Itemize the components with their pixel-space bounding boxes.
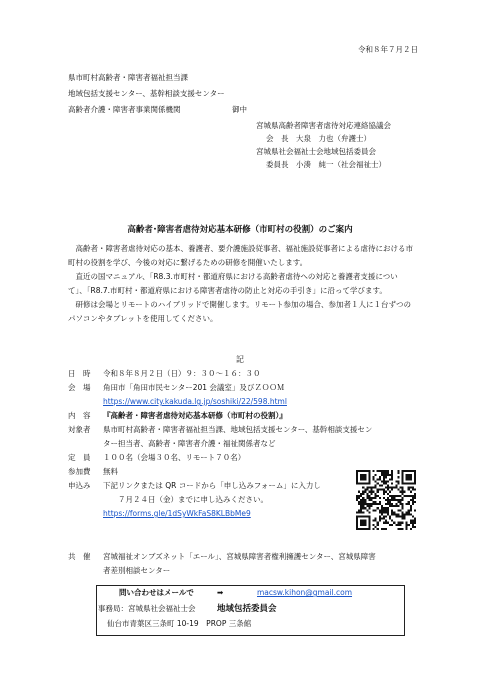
cohost-value-line-1: 宮城福祉オンブズネット「エール」、宮城県障害者権利擁護センター、宮城県障害: [103, 552, 376, 561]
sender-org-1: 宮城県高齢者障害者虐待対応連絡協議会: [256, 121, 391, 130]
apply-label: 申込み: [68, 481, 91, 490]
qr-code[interactable]: [356, 470, 416, 530]
recipient-suffix: 御中: [232, 105, 247, 114]
contact-email-link[interactable]: macsw.kihon@gmail.com: [257, 588, 353, 597]
fee-value: 無料: [103, 467, 118, 476]
content-value: 『高齢者・障害者虐待対応基本研修（市町村の役割）』: [103, 411, 287, 420]
capacity-value: １００名（会場３０名、リモート７０名）: [103, 453, 246, 462]
apply-value-line-2: ７月２４日（金）までに申し込みください。: [118, 495, 268, 504]
office-committee: 地域包括委員会: [217, 604, 277, 614]
recipient-line-3: 高齢者介護・障害者事業関係機関: [68, 105, 181, 114]
venue-link[interactable]: https://www.city.kakuda.lg.jp/soshiki/22/598.html: [103, 397, 287, 406]
apply-form-link[interactable]: https://forms.gle/1dSyWkFaS8KLBbMe9: [103, 509, 251, 518]
recipient-line-2: 地域包括支援センター、基幹相談支援センター: [68, 89, 225, 98]
datetime-value: 令和８年８月２日（日）９：３０～１６：３０: [103, 369, 261, 378]
intro-paragraph-1: 高齢者・障害者虐待対応の基本、養護者、要介護施設従事者、福祉施設従事者による虐待における市町村の役割を学び、今後の対応に繋げるための研修を開催いたします。: [68, 244, 413, 267]
arrow-icon: ➡: [217, 588, 224, 597]
recipient-line-1: 県市町村高齢者・障害者福祉担当課: [68, 73, 188, 82]
apply-value-line-1: 下記リンクまたは QR コードから「申し込みフォーム」に入力し: [103, 481, 321, 490]
venue-value: 角田市「角田市民センター201 会議室」及びＺＯＯＭ: [103, 383, 285, 392]
office-address: 仙台市青葉区三条町 10-19 PROP 三条館: [107, 619, 252, 628]
target-label: 対象者: [68, 425, 91, 434]
contact-box: [96, 585, 405, 636]
intro-paragraph-3: 研修は会場とリモートのハイブリッドで開催します。リモート参加の場合、参加者１人に１台ずつのパソコンやタブレットを使用してください。: [68, 300, 411, 323]
ki-heading: 記: [236, 355, 244, 364]
datetime-label: 日 時: [68, 369, 91, 378]
contact-heading: 問い合わせはメールで: [119, 588, 194, 597]
venue-label: 会 場: [68, 383, 91, 392]
document-title: 高齢者･障害者虐待対応基本研修（市町村の役割）のご案内: [127, 225, 353, 235]
sender-org-2: 宮城県社会福祉士会地域包括委員会: [256, 147, 376, 156]
content-label: 内 容: [68, 411, 91, 420]
fee-label: 参加費: [68, 467, 91, 476]
sender-person-2: 委員長 小湊 純一（社会福祉士）: [266, 160, 386, 169]
cohost-value-line-2: 者差別相談センター: [103, 566, 171, 575]
sender-person-1: 会 長 大泉 力也（弁護士）: [266, 134, 371, 143]
cohost-label: 共 催: [68, 552, 91, 561]
intro-paragraph-2: 直近の国マニュアル、「R8.3.市町村・都道府県における高齢者虐待への対応と養護者支援について」、「R8.7.市町村・都道府県における障害者虐待の防止と対応の手引き」に沿って学びます。: [68, 272, 398, 295]
target-value-line-1: 県市町村高齢者・障害者福祉担当課、地域包括支援センター、基幹相談支援セン: [103, 425, 373, 434]
issue-date: 令和８年７月２日: [358, 45, 418, 54]
capacity-label: 定 員: [68, 453, 91, 462]
target-value-line-2: ター担当者、高齢者・障害者介護・福祉関係者など: [103, 439, 276, 448]
office-label: 事務局：宮城県社会福祉士会: [98, 604, 196, 613]
